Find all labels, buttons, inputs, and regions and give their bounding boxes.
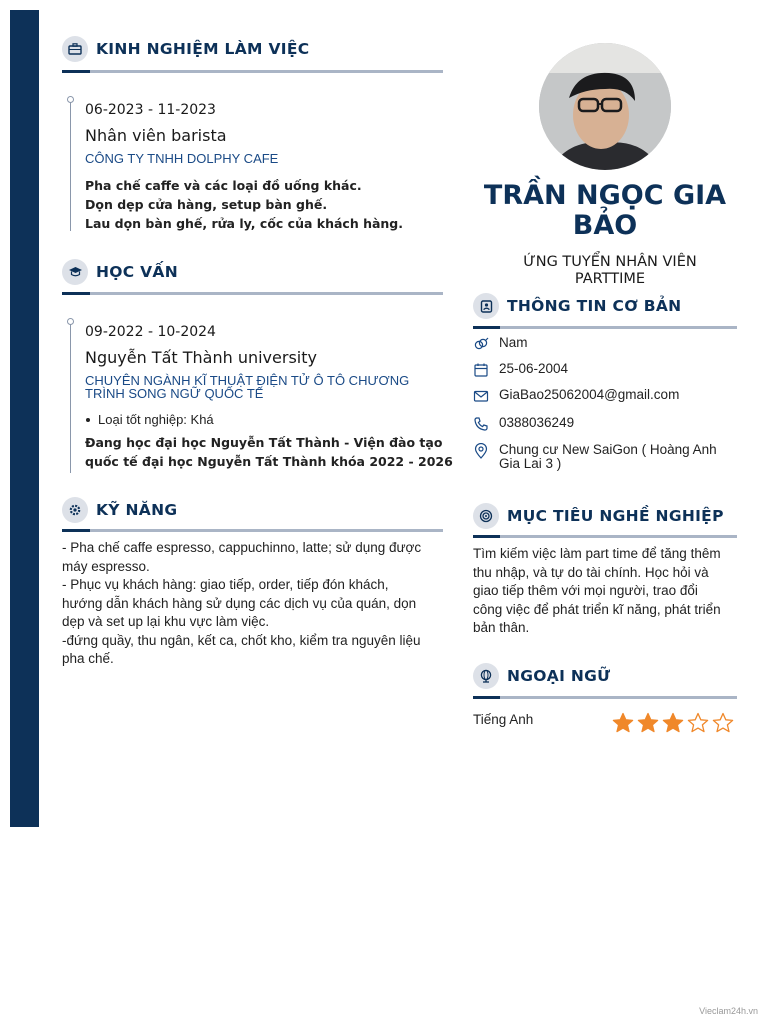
education-major-line: TRÌNH SONG NGỮ QUỐC TẾ <box>85 386 264 401</box>
education-divider <box>62 292 443 295</box>
position-title: ỨNG TUYỂN NHÂN VIÊN PARTTIME <box>523 254 697 287</box>
info-address <box>473 443 717 471</box>
skills-line: máy espresso. <box>62 558 150 574</box>
education-title: HỌC VẤN <box>96 263 178 281</box>
education-major-line: CHUYÊN NGÀNH KĨ THUẬT ĐIỆN TỬ Ô TÔ CHƯƠNG <box>85 373 410 388</box>
career-goal-line: thu nhập, và tự do tài chính. Học hỏi và <box>473 564 709 580</box>
experience-details <box>85 176 403 233</box>
candidate-name: TRẦN NGỌC GIA BẢO <box>483 180 727 241</box>
address-line: Gia Lai 3 ) <box>499 456 562 471</box>
basic-info-divider <box>473 326 737 329</box>
skills-divider <box>62 529 443 532</box>
star-filled-icon <box>612 712 634 734</box>
skills-line: dẹp và set up lại khu vực làm việc. <box>62 614 270 629</box>
experience-timeline <box>70 101 71 231</box>
briefcase-icon <box>62 36 88 62</box>
skills-line: pha chế. <box>62 651 114 666</box>
phone-icon <box>473 416 489 432</box>
skills-line: -đứng quầy, thu ngân, kết ca, chốt kho, kiểm tra nguyên liệu <box>62 632 421 648</box>
education-school: Nguyễn Tất Thành university <box>85 348 317 367</box>
bullet <box>86 418 90 422</box>
footer-watermark: Vieclam24h.vn <box>699 1006 758 1016</box>
languages-title: NGOẠI NGỮ <box>507 667 611 685</box>
star-empty-icon <box>712 712 734 734</box>
gender-value: Nam <box>499 335 528 350</box>
experience-header <box>62 36 309 62</box>
career-goal-line: giao tiếp thêm với mọi người, trao đổi <box>473 583 698 598</box>
experience-divider <box>62 70 443 73</box>
skills-text <box>62 539 452 669</box>
target-icon <box>473 503 499 529</box>
career-goal-title: MỤC TIÊU NGHỀ NGHIỆP <box>507 507 724 525</box>
career-goal-text <box>473 545 748 638</box>
gear-icon <box>62 497 88 523</box>
left-color-bar <box>10 10 39 827</box>
globe-icon <box>473 663 499 689</box>
mail-icon <box>473 388 489 404</box>
career-goal-line: Tìm kiếm việc làm part time để tăng thêm <box>473 546 721 561</box>
info-email[interactable] <box>473 388 679 404</box>
star-empty-icon <box>687 712 709 734</box>
skills-header <box>62 497 177 523</box>
education-grade <box>86 412 214 427</box>
address-value <box>499 443 717 471</box>
info-birthday <box>473 362 568 378</box>
education-header <box>62 259 178 285</box>
calendar-icon <box>473 362 489 378</box>
skills-line: hướng dẫn khách hàng sử dụng các dịch vụ của quán, dọn <box>62 595 417 611</box>
skills-line: - Pha chế caffe espresso, cappuchinno, latte; sử dụng được <box>62 540 422 555</box>
education-major <box>85 374 409 400</box>
timeline-dot <box>67 96 74 103</box>
education-description <box>85 433 453 471</box>
email-value[interactable]: GiaBao25062004@gmail.com <box>499 387 680 402</box>
languages-divider <box>473 696 737 699</box>
education-grade-text: Loại tốt nghiệp: Khá <box>98 412 214 427</box>
experience-title: KINH NGHIỆM LÀM VIỆC <box>96 40 310 58</box>
location-pin-icon <box>473 443 489 459</box>
language-name: Tiếng Anh <box>473 712 534 727</box>
experience-detail: Dọn dẹp cửa hàng, setup bàn ghế. <box>85 197 328 212</box>
skills-line: - Phục vụ khách hàng: giao tiếp, order, tiếp đón khách, <box>62 577 389 592</box>
experience-company: CÔNG TY TNHH DOLPHY CAFE <box>85 151 279 166</box>
language-rating <box>612 712 737 734</box>
experience-detail: Lau dọn bàn ghế, rửa ly, cốc của khách hàng. <box>85 216 403 231</box>
experience-date: 06-2023 - 11-2023 <box>85 102 216 118</box>
info-phone[interactable] <box>473 416 574 432</box>
languages-header <box>473 663 610 689</box>
experience-role: Nhân viên barista <box>85 126 227 145</box>
career-goal-line: bản thân. <box>473 620 530 635</box>
phone-value[interactable]: 0388036249 <box>499 415 575 430</box>
education-timeline <box>70 323 71 473</box>
address-line: Chung cư New SaiGon ( Hoàng Anh <box>499 442 717 457</box>
basic-info-title: THÔNG TIN CƠ BẢN <box>507 297 682 315</box>
skills-title: KỸ NĂNG <box>96 501 178 519</box>
experience-detail: Pha chế caffe và các loại đồ uống khác. <box>85 178 362 193</box>
gender-icon <box>473 336 489 352</box>
education-date: 09-2022 - 10-2024 <box>85 324 216 340</box>
graduation-cap-icon <box>62 259 88 285</box>
timeline-dot <box>67 318 74 325</box>
star-filled-icon <box>637 712 659 734</box>
birthday-value: 25-06-2004 <box>499 361 569 376</box>
education-desc-line: Đang học đại học Nguyễn Tất Thành - Viện đào tạo <box>85 435 443 450</box>
basic-info-header <box>473 293 681 319</box>
star-filled-icon <box>662 712 684 734</box>
career-goal-line: công việc để phát triển kĩ năng, phát triển <box>473 601 721 617</box>
info-gender <box>473 336 528 352</box>
education-desc-line: quốc tế đại học Nguyễn Tất Thành khóa 2022 - 2026 <box>85 454 453 469</box>
career-goal-header <box>473 503 724 529</box>
career-goal-divider <box>473 535 737 538</box>
id-card-icon <box>473 293 499 319</box>
avatar <box>539 43 671 170</box>
